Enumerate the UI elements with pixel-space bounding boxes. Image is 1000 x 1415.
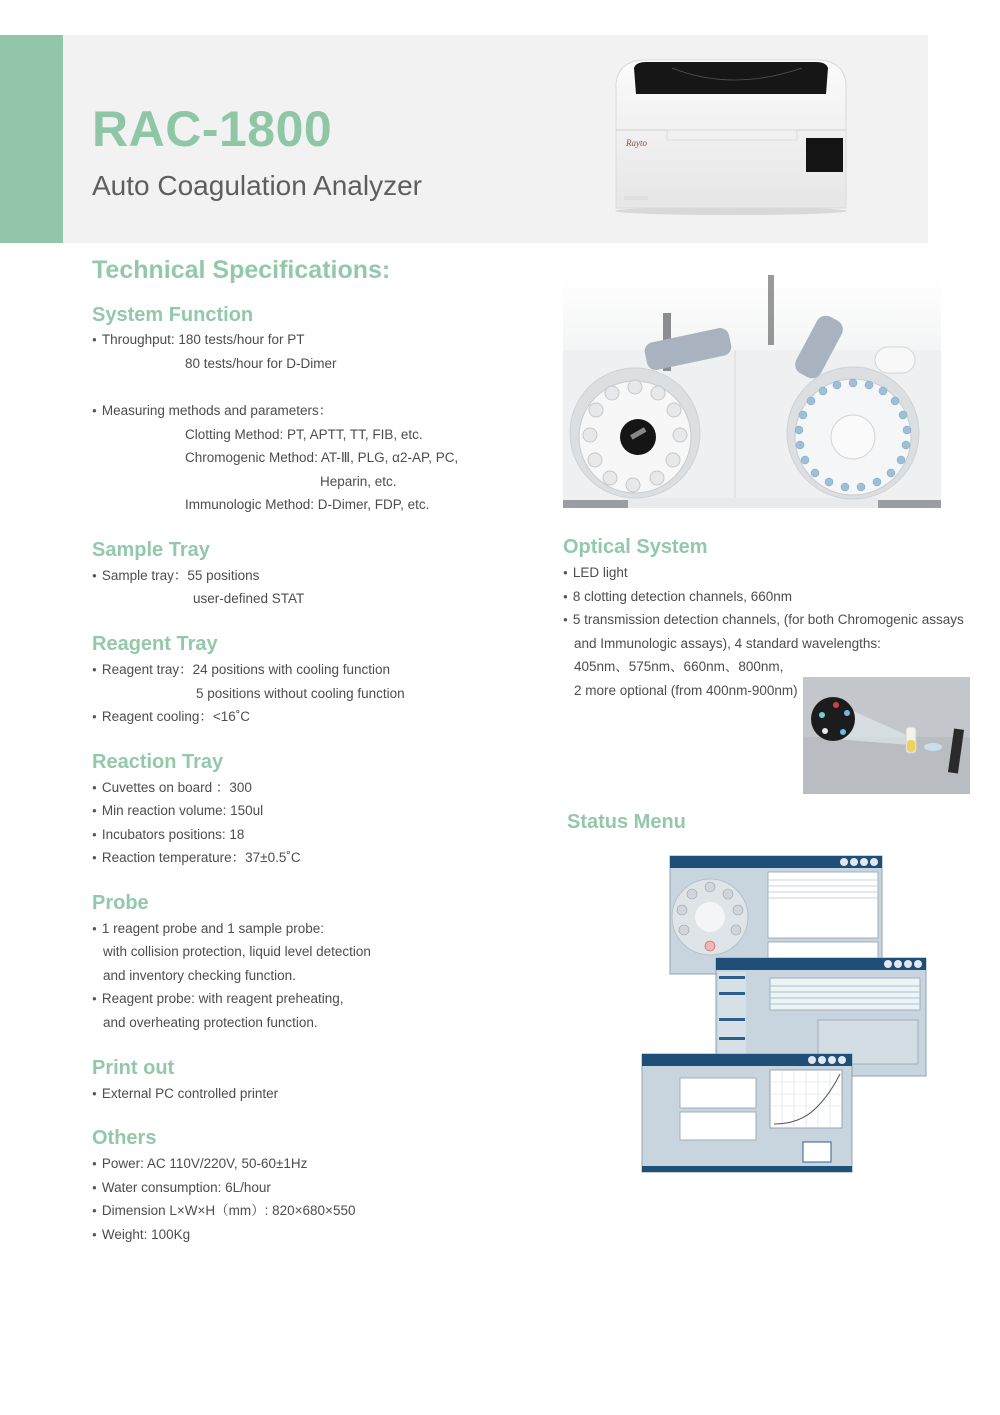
reagent-cooling: ● Reagent cooling：<16˚C bbox=[92, 710, 250, 724]
trays-photo bbox=[563, 275, 941, 508]
reaction-tray-item: ● Reaction temperature：37±0.5˚C bbox=[92, 851, 301, 865]
model-title: RAC-1800 bbox=[92, 101, 333, 157]
optical-system-image bbox=[803, 677, 970, 794]
others-item: ● Power: AC 110V/220V, 50-60±1Hz bbox=[92, 1157, 307, 1171]
reaction-tray-item: ● Incubators positions: 18 bbox=[92, 828, 244, 842]
probe-line: ● 1 reagent probe and 1 sample probe: bbox=[92, 922, 324, 936]
optical-line: ● 5 transmission detection channels, (for both Chromogenic assays bbox=[563, 613, 964, 627]
immunologic-method: Immunologic Method: D-Dimer, FDP, etc. bbox=[185, 497, 430, 512]
optical-line: ● 8 clotting detection channels, 660nm bbox=[563, 590, 792, 604]
chromogenic-method: Chromogenic Method: AT-Ⅲ, PLG, α2-AP, PC, bbox=[185, 450, 459, 465]
others-item: ● Water consumption: 6L/hour bbox=[92, 1181, 271, 1195]
chromogenic-method-cont: Heparin, etc. bbox=[320, 474, 397, 489]
status-menu-screenshots bbox=[640, 852, 930, 1177]
probe-line: and overheating protection function. bbox=[103, 1015, 318, 1030]
throughput-d-dimer: 80 tests/hour for D-Dimer bbox=[185, 356, 337, 371]
technical-specifications-title: Technical Specifications: bbox=[92, 256, 391, 284]
accent-bar bbox=[0, 35, 63, 243]
optical-line: 2 more optional (from 400nm-900nm) bbox=[574, 683, 798, 698]
section-heading-others: Others bbox=[92, 1127, 157, 1149]
section-heading-optical-system: Optical System bbox=[563, 536, 708, 558]
others-item: ● Weight: 100Kg bbox=[92, 1228, 190, 1242]
section-heading-system-function: System Function bbox=[92, 304, 254, 326]
throughput-pt: ● Throughput: 180 tests/hour for PT bbox=[92, 333, 304, 347]
optical-line: 405nm、575nm、660nm、800nm, bbox=[574, 659, 784, 674]
optical-line: and Immunologic assays), 4 standard wavelengths: bbox=[574, 636, 881, 651]
section-heading-print-out: Print out bbox=[92, 1057, 175, 1079]
probe-line: and inventory checking function. bbox=[103, 968, 296, 983]
section-heading-reagent-tray: Reagent Tray bbox=[92, 633, 218, 655]
section-heading-status-menu: Status Menu bbox=[567, 811, 686, 833]
probe-line: with collision protection, liquid level detection bbox=[103, 944, 371, 959]
reaction-tray-item: ● Cuvettes on board ：300 bbox=[92, 781, 252, 795]
sample-tray-positions: ● Sample tray：55 positions bbox=[92, 569, 259, 583]
sample-tray-stat: user-defined STAT bbox=[193, 591, 305, 606]
screenshot-window-3 bbox=[642, 1054, 852, 1172]
section-heading-reaction-tray: Reaction Tray bbox=[92, 751, 224, 773]
reagent-tray-noncooling-positions: 5 positions without cooling function bbox=[196, 686, 405, 701]
print-out-line: ● External PC controlled printer bbox=[92, 1087, 278, 1101]
analyzer-device-image bbox=[612, 58, 850, 216]
reagent-tray-cooling-positions: ● Reagent tray：24 positions with cooling function bbox=[92, 663, 390, 677]
section-heading-sample-tray: Sample Tray bbox=[92, 539, 210, 561]
others-item: ● Dimension L×W×H（mm）: 820×680×550 bbox=[92, 1204, 355, 1218]
optical-line: ● LED light bbox=[563, 566, 628, 580]
screenshot-window-1 bbox=[670, 856, 882, 974]
reaction-tray-item: ● Min reaction volume: 150ul bbox=[92, 804, 263, 818]
probe-line: ● Reagent probe: with reagent preheating, bbox=[92, 992, 344, 1006]
product-subtitle: Auto Coagulation Analyzer bbox=[92, 170, 422, 201]
clotting-method: Clotting Method: PT, APTT, TT, FIB, etc. bbox=[185, 427, 423, 442]
measuring-methods-label: ● Measuring methods and parameters： bbox=[92, 404, 332, 418]
brand-logo: Rayto bbox=[626, 138, 647, 148]
section-heading-probe: Probe bbox=[92, 892, 149, 914]
